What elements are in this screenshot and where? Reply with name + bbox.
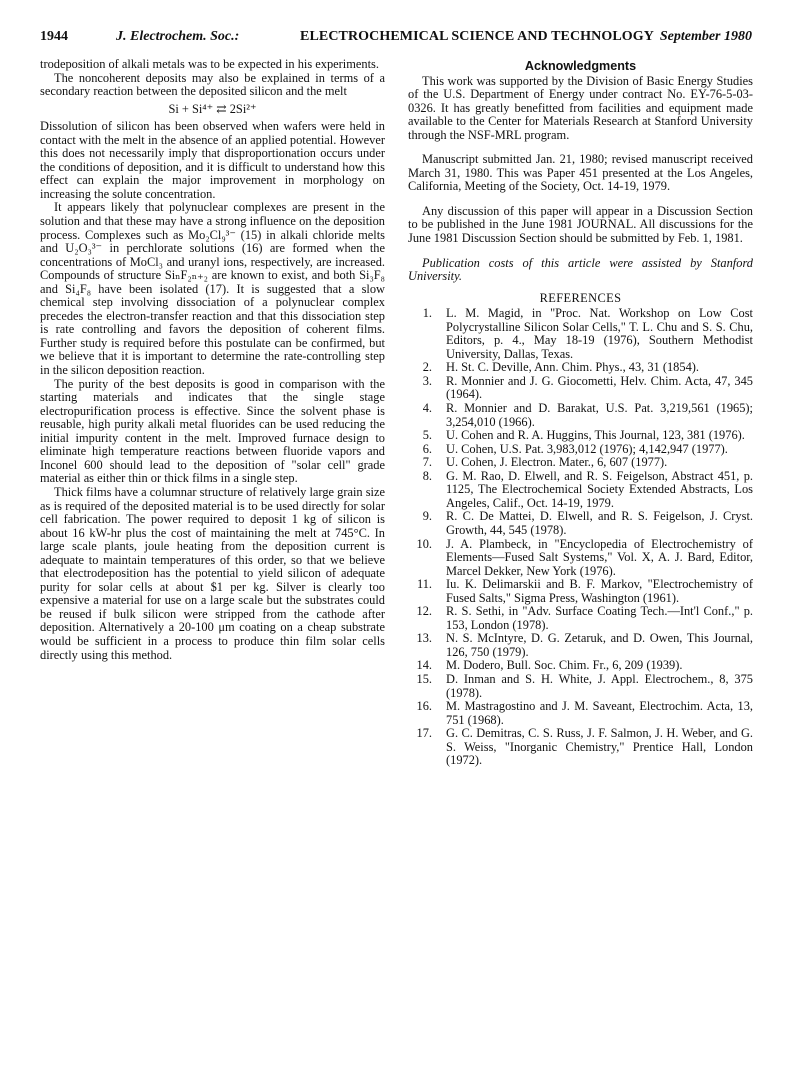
reference-text: N. S. McIntyre, D. G. Zetaruk, and D. Owen, This Journal, 126, 750 (1979).	[446, 631, 753, 659]
reference-item	[408, 659, 753, 673]
reference-item	[408, 456, 753, 470]
reference-item	[408, 470, 753, 511]
reference-text: U. Cohen, U.S. Pat. 3,983,012 (1976); 4,142,947 (1977).	[446, 441, 728, 456]
reference-text: U. Cohen and R. A. Huggins, This Journal, 123, 381 (1976).	[446, 428, 745, 443]
reference-text: R. Monnier and J. G. Giocometti, Helv. Chim. Acta, 47, 345 (1964).	[446, 373, 753, 402]
reference-text: U. Cohen, J. Electron. Mater., 6, 607 (1977).	[446, 455, 668, 470]
reference-item	[408, 429, 753, 443]
reference-text: L. M. Magid, in "Proc. Nat. Workshop on Low Cost Polycrystalline Silicon Solar Cells," T. L. Chu and S. S. Chu, Editors, p. 4., May 18-19 (1976), Southern Methodist University, Dallas, Texas.	[446, 306, 753, 361]
discussion-note: Any discussion of this paper will appear in a Discussion Section to be published in the June 1981 JOURNAL. All discussions for the June 1981 Discussion Section should be submitted by Feb. 1, 1981.	[408, 203, 753, 246]
paragraph-continuation: trodeposition of alkali metals was to be expected in his experiments.	[40, 57, 379, 71]
reference-number: 14.	[416, 658, 432, 673]
reference-item	[408, 605, 753, 632]
reference-number: 2.	[422, 360, 432, 375]
acknowledgments-text: This work was supported by the Division of Basic Energy Studies of the U.S. Department of Energy under contract No. EY-76-5-03-0326. It has greatly benefitted from facilities and equipment made available to the Center for Materials Research at Stanford University through the NSF-MRL program.	[408, 73, 753, 142]
acknowledgments-heading: Acknowledgments	[524, 59, 637, 73]
reference-number: 8.	[422, 468, 432, 483]
reference-number: 1.	[422, 306, 432, 321]
reference-text: M. Mastragostino and J. M. Saveant, Electrochim. Acta, 13, 751 (1968).	[446, 699, 753, 727]
reference-item	[408, 578, 753, 605]
reference-text: R. S. Sethi, in "Adv. Surface Coating Tech.—Int'l Conf.," p. 153, London (1978).	[446, 604, 753, 632]
reference-number: 16.	[416, 699, 432, 714]
reference-text: D. Inman and S. H. White, J. Appl. Electrochem., 8, 375 (1978).	[446, 671, 753, 700]
reference-text: R. C. De Mattei, D. Elwell, and R. S. Feigelson, J. Cryst. Growth, 44, 545 (1978).	[446, 509, 753, 537]
page-number: 1944	[40, 29, 68, 44]
reaction-equation: Si + Si⁴⁺ ⇄ 2Si²⁺	[168, 101, 257, 116]
reference-number: 17.	[416, 726, 432, 741]
reference-item	[408, 361, 753, 375]
reference-number: 3.	[422, 373, 432, 388]
journal-name: J. Electrochem. Soc.:	[116, 29, 240, 44]
reference-text: H. St. C. Deville, Ann. Chim. Phys., 43, 31 (1854).	[446, 360, 699, 375]
paragraph-purity: The purity of the best deposits is good in comparison with the starting materials and indicates that the single stage electropurification process is effective. Since the solvent phase is reusable, high purity alkali metal fluorides can be used reducing the initial impurity content in the melt. Improved furnace design to eliminate high temperature reactions between fluoride vapors and Inconel 600 should lead to the deposition of "solar cell" grade material as either thin or thick films in a single step.	[40, 376, 385, 486]
reference-number: 12.	[416, 604, 432, 619]
reference-text: M. Dodero, Bull. Soc. Chim. Fr., 6, 209 (1939).	[446, 658, 683, 673]
reference-item	[408, 510, 753, 537]
paragraph-dissolution: Dissolution of silicon has been observed when wafers were held in contact with the melt in the absence of an applied potential. However this does not necessarily imply that disproportionation occurs under the conditions of deposition, and it is difficult to understand how this effect can explain the major improvement in morphology on increasing the solute concentration.	[40, 119, 385, 201]
reference-item	[408, 375, 753, 402]
reference-number: 6.	[422, 441, 432, 456]
reference-item	[408, 307, 753, 361]
reference-text: J. A. Plambeck, in "Encyclopedia of Electrochemistry of Elements—Fused Salt Systems," Vol. X, A. J. Bard, Editor, Marcel Dekker, New York (1976).	[446, 536, 753, 578]
reference-text: G. M. Rao, D. Elwell, and R. S. Feigelson, Abstract 451, p. 1125, The Electrochemical Society Extended Abstracts, Los Angeles, Calif., Oct. 14-19, 1979.	[446, 468, 753, 510]
reference-number: 4.	[422, 401, 432, 416]
left-column	[40, 58, 385, 662]
reference-item	[408, 632, 753, 659]
reference-number: 15.	[416, 671, 432, 686]
reference-item	[408, 727, 753, 768]
paragraph-thick-films: Thick films have a columnar structure of relatively large grain size as is required of the deposited material is to be used directly for solar cell fabrication. The power required to deposit 1 kg of silicon is about 16 kW-hr plus the cost of maintaining the melt at 745°C. In large scale plants, joule heating from the deposition current is adequate to maintain temperatures of this order, so that we believe that electrodeposition has the potential to yield silicon of adequate purity for solar cells at about $1 per kg. Silver is clearly too expensive a material for use on a large scale but the substrates could be reused if bulk silicon were stripped from the cathode after deposition. Alternatively a 20-100 μm coating on a cheap substrate would be sufficient in a process to produce thin film solar cells directly using this method.	[40, 484, 385, 662]
manuscript-note: Manuscript submitted Jan. 21, 1980; revised manuscript received March 31, 1980. This was Paper 451 presented at the Los Angeles, California, Meeting of the Society, Oct. 14-19, 1979.	[408, 152, 753, 194]
reference-item	[408, 673, 753, 700]
section-name: ELECTROCHEMICAL SCIENCE AND TECHNOLOGY	[300, 29, 654, 44]
reference-text: Iu. K. Delimarskii and B. F. Markov, "Electrochemistry of Fused Salts," Sigma Press, Washington (1961).	[446, 577, 753, 605]
reference-number: 10.	[416, 536, 432, 551]
references-list	[408, 307, 753, 768]
reference-item	[408, 538, 753, 579]
reference-number: 7.	[422, 455, 432, 470]
references-heading: REFERENCES	[539, 290, 622, 305]
paragraph-polynuclear: It appears likely that polynuclear complexes are present in the solution and that these may have a strong influence on the deposition process. Complexes such as Mo₂Cl₉³⁻ (15) in alkali chloride melts and U₂O₃³⁻ in perchlorate solutions (16) are formed when the concentrations of MoCl₃ and uranyl ions, respectively, are increased. Compounds of structure SiₙF₂ₙ₊₂ are known to exist, and both Si₃F₈ and Si₄F₈ have been isolated (17). It is suggested that a slow chemical step involving dissociation of a polynuclear complex precedes the electron-transfer reaction and that this dissociation step is rate controlling and favors the deposition of coherent films. Further study is required before this postulate can be confirmed, but we believe that it is important to determine the rate-controlling step in the silicon deposition reaction.	[40, 200, 385, 378]
issue-date: September 1980	[659, 29, 752, 44]
running-header	[40, 26, 752, 48]
reference-item	[408, 402, 753, 429]
reference-item	[408, 700, 753, 727]
paragraph-noncoherent: The noncoherent deposits may also be explained in terms of a secondary reaction between the deposited silicon and the melt	[40, 70, 385, 99]
reference-number: 9.	[422, 509, 432, 524]
reference-number: 5.	[422, 428, 432, 443]
reference-number: 11.	[416, 577, 432, 592]
reference-item	[408, 443, 753, 457]
reference-text: R. Monnier and D. Barakat, U.S. Pat. 3,219,561 (1965); 3,254,010 (1966).	[446, 401, 753, 429]
funding-note: Publication costs of this article were assisted by Stanford University.	[408, 255, 753, 284]
reference-text: G. C. Demitras, C. S. Russ, J. F. Salmon, J. H. Weber, and G. S. Weiss, "Inorganic Chemistry," Prentice Hall, London (1972).	[446, 726, 753, 768]
right-column	[408, 58, 753, 768]
reference-number: 13.	[416, 631, 432, 646]
